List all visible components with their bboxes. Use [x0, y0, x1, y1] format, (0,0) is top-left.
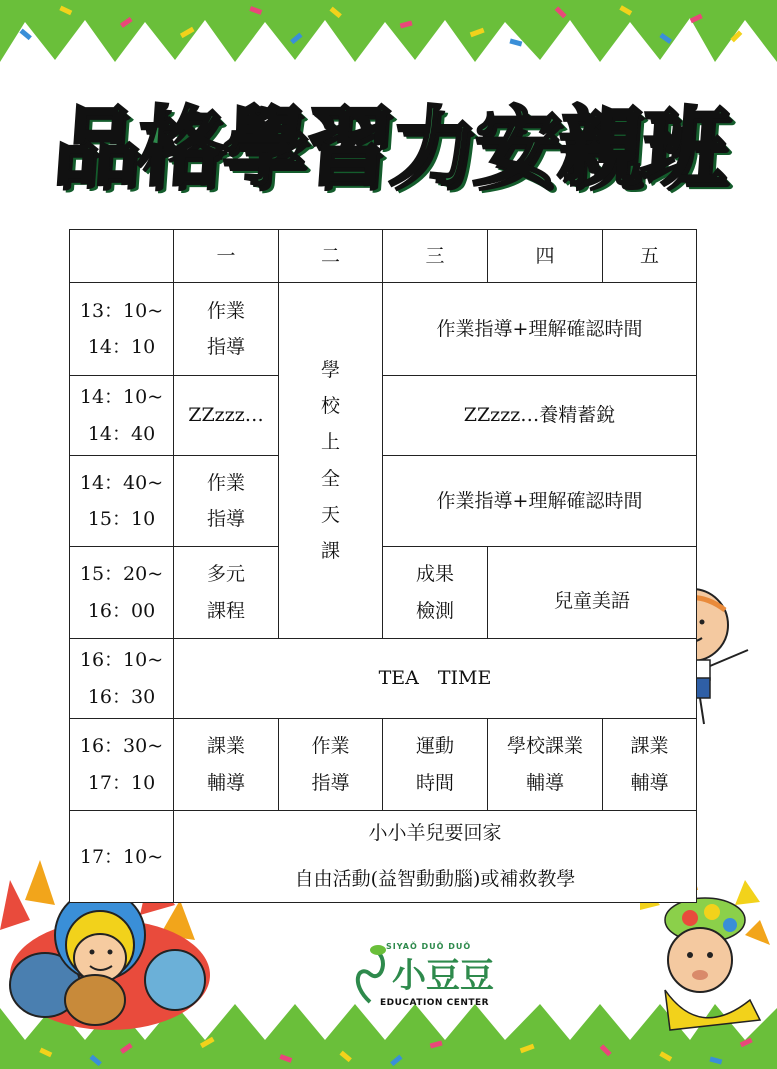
time-cell: 13：10~ 14：10	[70, 283, 174, 376]
table-row	[70, 547, 697, 639]
wed-fri-cell: ZZzzz…養精蓄銳	[383, 376, 697, 456]
table-row	[70, 719, 697, 811]
header-tue: 二	[279, 230, 383, 283]
tue-school-block: 學 校 上 全 天 課	[279, 283, 383, 639]
time-cell: 16：10~ 16：30	[70, 639, 174, 719]
sprout-icon	[350, 944, 390, 1004]
logo-pinyin: SIYAŎ DUŎ DUŎ	[386, 942, 472, 951]
thu-fri-cell: 兒童美語	[488, 547, 697, 639]
thu-cell: 學校課業 輔導	[488, 719, 603, 811]
logo-subtitle: EDUCATION CENTER	[380, 998, 490, 1008]
header-row	[70, 230, 697, 283]
time-cell: 16：30~ 17：10	[70, 719, 174, 811]
mon-cell: 多元 課程	[174, 547, 279, 639]
table-row	[70, 456, 697, 547]
table-row	[70, 283, 697, 376]
header-thu: 四	[488, 230, 603, 283]
table-row	[70, 639, 697, 719]
fri-cell: 課業 輔導	[603, 719, 697, 811]
time-cell: 17：10~	[70, 811, 174, 903]
table-row	[70, 376, 697, 456]
page-title: 品格學習力安親班	[50, 98, 730, 198]
table-row	[70, 811, 697, 903]
wed-fri-cell: 作業指導+理解確認時間	[383, 456, 697, 547]
tea-time-cell: TEA TIME	[174, 639, 697, 719]
header-fri: 五	[603, 230, 697, 283]
header-mon: 一	[174, 230, 279, 283]
wed-fri-cell: 作業指導+理解確認時間	[383, 283, 697, 376]
dismissal-cell: 小小羊兒要回家 自由活動(益智動動腦)或補救教學	[174, 811, 697, 903]
mon-cell: ZZzzz…	[174, 376, 279, 456]
time-cell: 14：10~ 14：40	[70, 376, 174, 456]
tue-cell: 作業 指導	[279, 719, 383, 811]
header-corner	[70, 230, 174, 283]
wed-cell: 成果 檢測	[383, 547, 488, 639]
time-cell: 15：20~ 16：00	[70, 547, 174, 639]
schedule-table	[69, 229, 697, 903]
logo-name: 小豆豆	[392, 956, 494, 996]
time-cell: 14：40~ 15：10	[70, 456, 174, 547]
brand-logo	[350, 940, 510, 1010]
wed-cell: 運動 時間	[383, 719, 488, 811]
mon-cell: 作業 指導	[174, 283, 279, 376]
header-wed: 三	[383, 230, 488, 283]
mon-cell: 課業 輔導	[174, 719, 279, 811]
mon-cell: 作業 指導	[174, 456, 279, 547]
